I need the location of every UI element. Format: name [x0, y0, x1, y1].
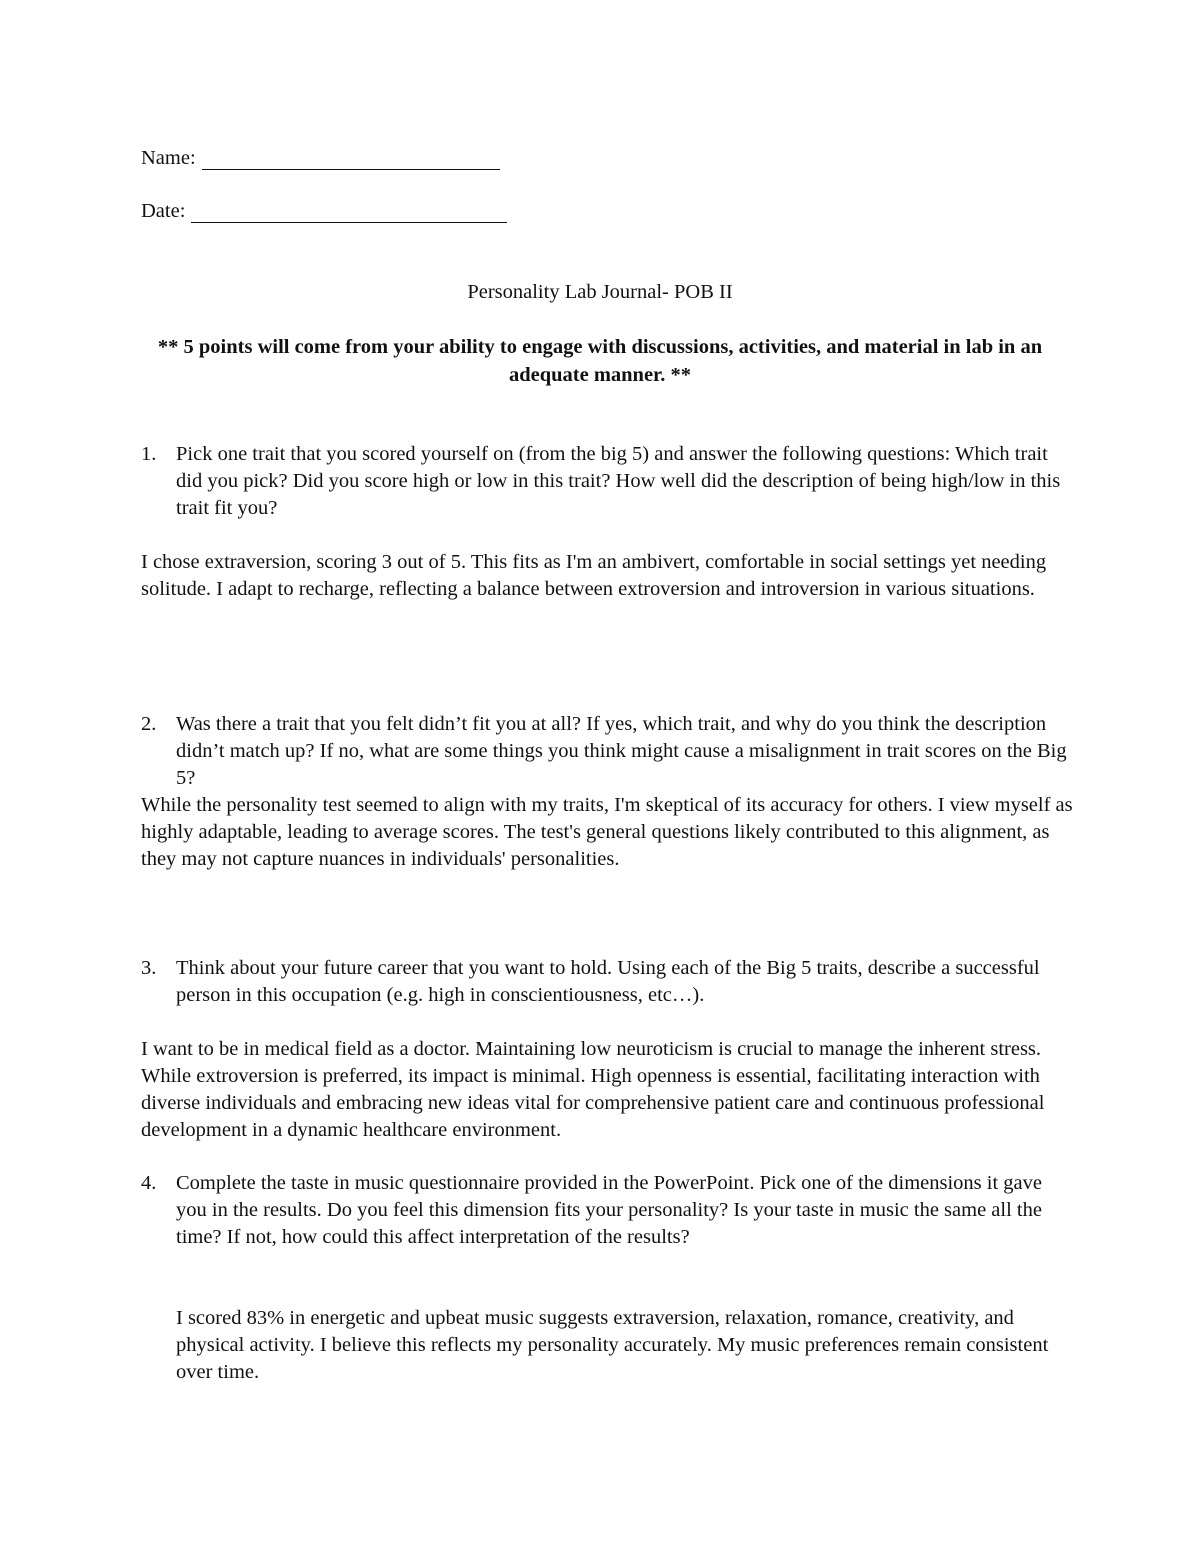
question-number: 1. [141, 443, 157, 465]
question-2 [141, 711, 1071, 792]
answer-3: I want to be in medical field as a doctor. Maintaining low neuroticism is crucial to manage the inherent stress. While extroversion is preferred, its impact is minimal. High openness is essential, facilitating interaction with diverse individuals and embracing new ideas vital for comprehensive patient care and continuous professional development in a dynamic healthcare environment. [141, 1038, 1045, 1141]
question-3 [141, 955, 1071, 1009]
question-text: Was there a trait that you felt didn’t fit you at all? If yes, which trait, and why do you think the description didn’t match up? If no, what are some things you think might cause a misalignment in trait scores on the Big 5? [176, 713, 1067, 789]
answer-4: I scored 83% in energetic and upbeat music suggests extraversion, relaxation, romance, creativity, and physical activity. I believe this reflects my personality accurately. My music preferences remain consistent over time. [176, 1307, 1049, 1383]
page-title: Personality Lab Journal- POB II [467, 281, 733, 303]
answer-1: I chose extraversion, scoring 3 out of 5. This fits as I'm an ambivert, comfortable in social settings yet needing solitude. I adapt to recharge, reflecting a balance between extroversion and introversion in various situations. [141, 551, 1047, 600]
question-text: Complete the taste in music questionnaire provided in the PowerPoint. Pick one of the dimensions it gave you in the results. Do you feel this dimension fits your personality? Is your taste in music the same all the time? If not, how could this affect interpretation of the results? [176, 1172, 1042, 1248]
date-label: Date: [141, 200, 186, 222]
date-field [141, 199, 507, 223]
participation-notice: ** 5 points will come from your ability to engage with discussions, activities, and material in lab in an adequate manner. ** [157, 336, 1043, 386]
name-blank-line [202, 149, 500, 170]
answer-2: While the personality test seemed to align with my traits, I'm skeptical of its accuracy for others. I view myself as highly adaptable, leading to average scores. The test's general questions likely contributed to this alignment, as they may not capture nuances in individuals' personalities. [141, 794, 1073, 870]
question-number: 3. [141, 957, 157, 979]
date-blank-line [191, 202, 507, 223]
question-1 [141, 441, 1071, 522]
name-field [141, 146, 500, 170]
question-number: 2. [141, 713, 157, 735]
question-text: Pick one trait that you scored yourself on (from the big 5) and answer the following questions: Which trait did you pick? Did you score high or low in this trait? How well did the description of being high/low in this trait fit you? [176, 443, 1061, 519]
name-label: Name: [141, 147, 196, 169]
question-4 [141, 1170, 1071, 1251]
question-text: Think about your future career that you want to hold. Using each of the Big 5 traits, describe a successful person in this occupation (e.g. high in conscientiousness, etc…). [176, 957, 1040, 1006]
question-number: 4. [141, 1172, 157, 1194]
